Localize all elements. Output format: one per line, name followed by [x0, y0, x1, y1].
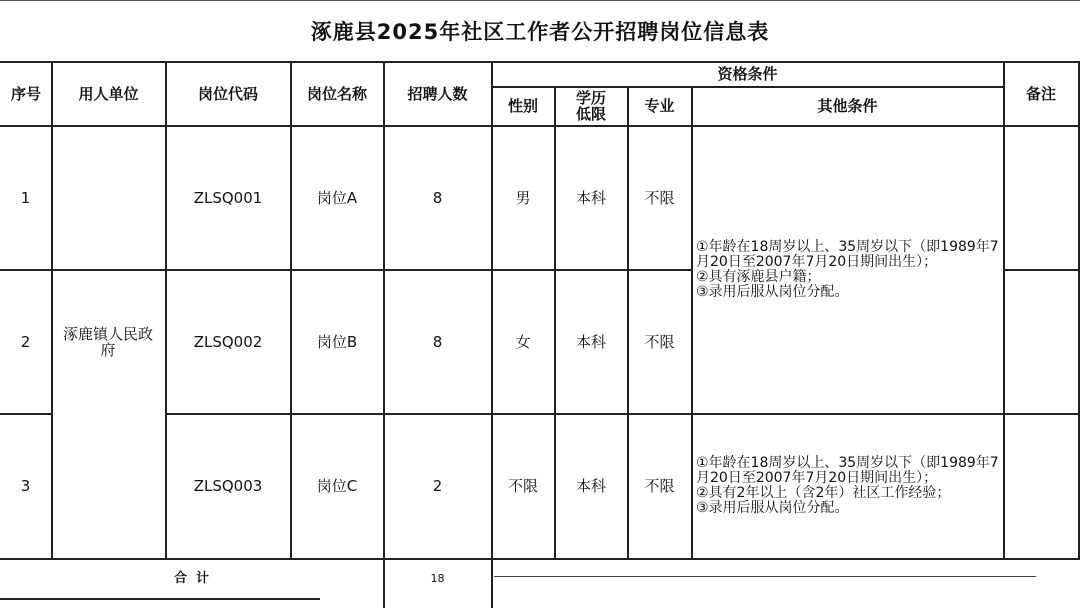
row3-education: 本科: [575, 477, 606, 495]
header-code: 岗位代码: [197, 84, 258, 103]
page-title: 涿鹿县2025年社区工作者公开招聘岗位信息表: [0, 0, 1080, 61]
col-divider-9: [1003, 61, 1005, 559]
other-conditions-rows-1-2: [692, 126, 1003, 413]
row3-gender: 不限: [507, 477, 538, 495]
header-count: 招聘人数: [407, 84, 468, 103]
other-conditions-row-3: [692, 414, 1003, 558]
row2-major: 不限: [644, 332, 675, 351]
unit-cell: 涿鹿镇人民政府: [62, 325, 153, 359]
row1-major: 不限: [644, 188, 675, 207]
row2-name: 岗位B: [316, 332, 358, 351]
header-unit: 用人单位: [78, 84, 139, 103]
row1-education: 本科: [575, 188, 606, 207]
row2-count: 8: [432, 332, 443, 351]
row1-gender: 男: [515, 188, 531, 207]
row2-education: 本科: [575, 332, 606, 351]
row3-code: ZLSQ003: [193, 477, 263, 495]
row1-code: ZLSQ001: [193, 188, 263, 207]
header-education: 学历 低限: [575, 89, 606, 123]
row2-code: ZLSQ002: [193, 332, 263, 351]
row3-name: 岗位C: [316, 477, 358, 495]
header-qualification: 资格条件: [717, 65, 778, 83]
header-gender: 性别: [507, 97, 538, 115]
row1-name: 岗位A: [316, 188, 358, 207]
col-divider-right: [1078, 61, 1080, 559]
condition-age: ①年龄在18周岁以上、35周岁以下（即1989年7月20日至2007年7月20日期间出生）；: [696, 455, 999, 486]
header-remark: 备注: [1025, 84, 1056, 103]
condition-assignment: ③录用后服从岗位分配。: [696, 283, 849, 300]
row2-gender: 女: [515, 332, 531, 351]
row2-seq: 2: [20, 332, 31, 351]
total-label: 合 计: [173, 571, 210, 586]
total-value: 18: [430, 572, 445, 585]
col-divider-1: [51, 61, 53, 559]
header-seq: 序号: [10, 84, 41, 103]
header-other-conditions: 其他条件: [817, 97, 878, 115]
condition-assignment: ③录用后服从岗位分配。: [696, 500, 849, 516]
header-major: 专业: [644, 97, 675, 115]
row1-seq: 1: [20, 188, 31, 207]
row3-count: 2: [432, 477, 443, 495]
condition-age: ①年龄在18周岁以上、35周岁以下（即1989年7月20日至2007年7月20日期间出生）；: [696, 238, 999, 270]
row3-major: 不限: [644, 477, 675, 495]
total-bottom-border: [0, 598, 320, 600]
condition-experience: ②具有2年以上（含2年）社区工作经验；: [696, 485, 951, 501]
row3-seq: 3: [20, 477, 31, 495]
row1-remark-bottom-border: [1004, 269, 1080, 271]
row1-count: 8: [432, 188, 443, 207]
condition-residency: ②具有涿鹿县户籍；: [696, 268, 821, 285]
header-name: 岗位名称: [306, 84, 367, 103]
total-blank-line: [494, 576, 1036, 577]
